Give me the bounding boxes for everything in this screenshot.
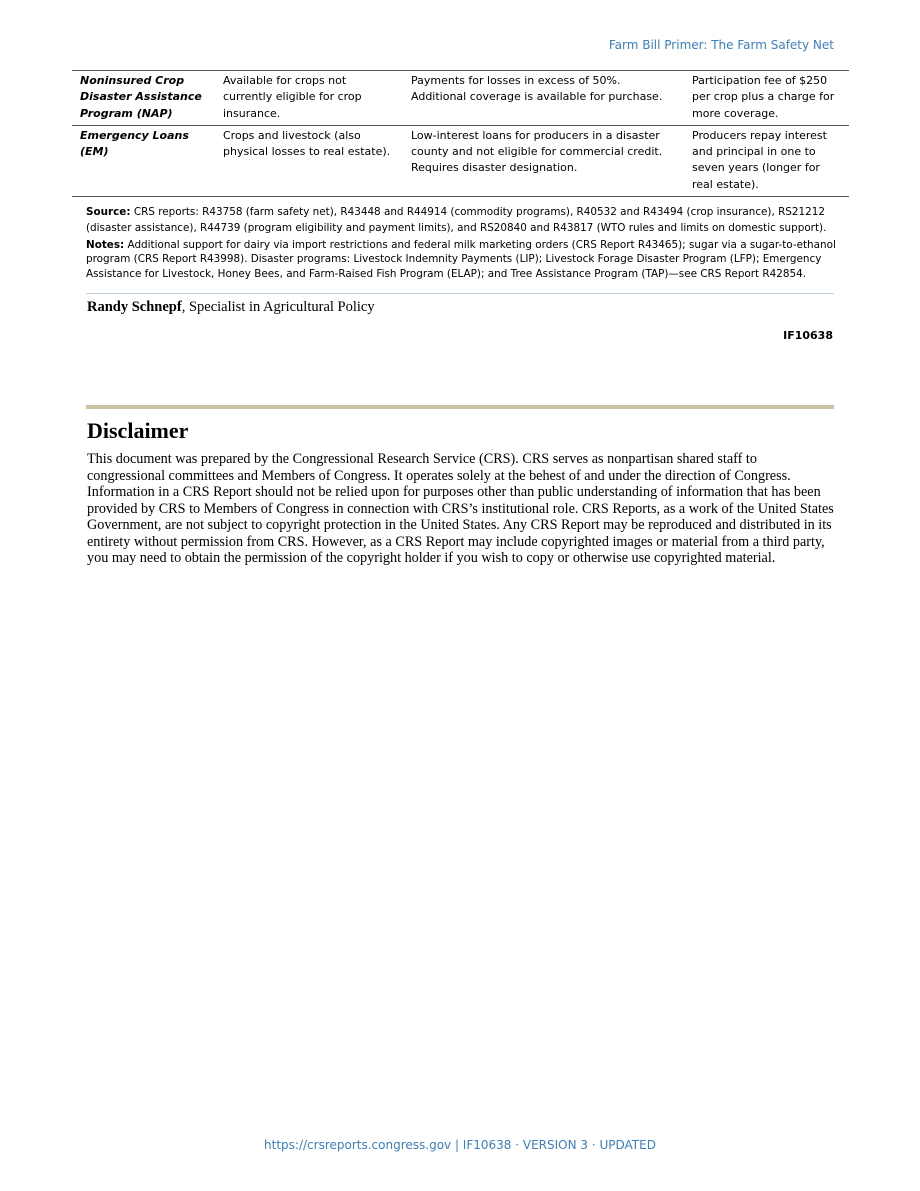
notes-note: [86, 238, 846, 282]
eligibility-cell: Available for crops not currently eligible for crop insurance.: [215, 71, 403, 126]
cost-cell: Participation fee of $250 per crop plus a charge for more coverage.: [684, 71, 849, 126]
table-notes: [86, 205, 846, 281]
source-label: Source:: [86, 206, 131, 218]
page-footer: https://crsreports.congress.gov | IF10638 · VERSION 3 · UPDATED: [264, 1138, 656, 1152]
programs-table: [72, 70, 849, 197]
section-divider: [86, 405, 834, 409]
disclaimer-title: Disclaimer: [87, 418, 189, 443]
program-name: Emergency Loans (EM): [72, 125, 215, 196]
divider: [86, 293, 834, 294]
eligibility-cell: Crops and livestock (also physical losses to real estate).: [215, 125, 403, 196]
author-name: Randy Schnepf: [87, 299, 182, 315]
notes-label: Notes:: [86, 238, 125, 251]
benefit-cell: Payments for losses in excess of 50%. Additional coverage is available for purchase.: [403, 71, 684, 126]
source-note: [86, 205, 846, 237]
document-id: IF10638: [783, 329, 833, 342]
author-role: , Specialist in Agricultural Policy: [181, 299, 375, 315]
running-header: Farm Bill Primer: The Farm Safety Net: [608, 38, 834, 52]
notes-text: Additional support for dairy via import restrictions and federal milk marketing orders (CRS Report R43465); sugar via a sugar-to-ethanol program (CRS Report R43998). Disaster programs: Livestock Indemnity Payments (LIP); Livestock Forage Disaster Program (LFP); Emergency Assistance for Livestock, Honey Bees, and Farm-Raised Fish Program (ELAP); and Tree Assistance Program (TAP)—see CRS Report R42854.: [86, 238, 836, 280]
program-name: Noninsured Crop Disaster Assistance Program (NAP): [72, 71, 215, 126]
source-text: CRS reports: R43758 (farm safety net), R43448 and R44914 (commodity programs), R40532 and R43494 (crop insurance), RS21212 (disaster assistance), R44739 (program eligibility and payment limits), and RS20840 and R43817 (WTO rules and limits on domestic support).: [86, 206, 827, 234]
disclaimer-body: This document was prepared by the Congressional Research Service (CRS). CRS serves as nonpartisan shared staff to congressional committees and Members of Congress. It operates solely at the behest of and under the direction of Congress. Information in a CRS Report should not be relied upon for purposes other than public understanding of information that has been provided by CRS to Members of Congress in connection with CRS’s institutional role. CRS Reports, as a work of the United States Government, are not subject to copyright protection in the United States. Any CRS Report may be reproduced and distributed in its entirety without permission from CRS. However, as a CRS Report may include copyrighted images or material from a third party, you may need to obtain the permission of the copyright holder if you wish to copy or otherwise use copyrighted material.: [87, 451, 834, 566]
cost-cell: Producers repay interest and principal in one to seven years (longer for real estate).: [684, 125, 849, 196]
benefit-cell: Low-interest loans for producers in a disaster county and not eligible for commercial credit. Requires disaster designation.: [403, 125, 684, 196]
table-row: [72, 71, 849, 126]
table-row: [72, 125, 849, 196]
author-line: [87, 299, 375, 316]
